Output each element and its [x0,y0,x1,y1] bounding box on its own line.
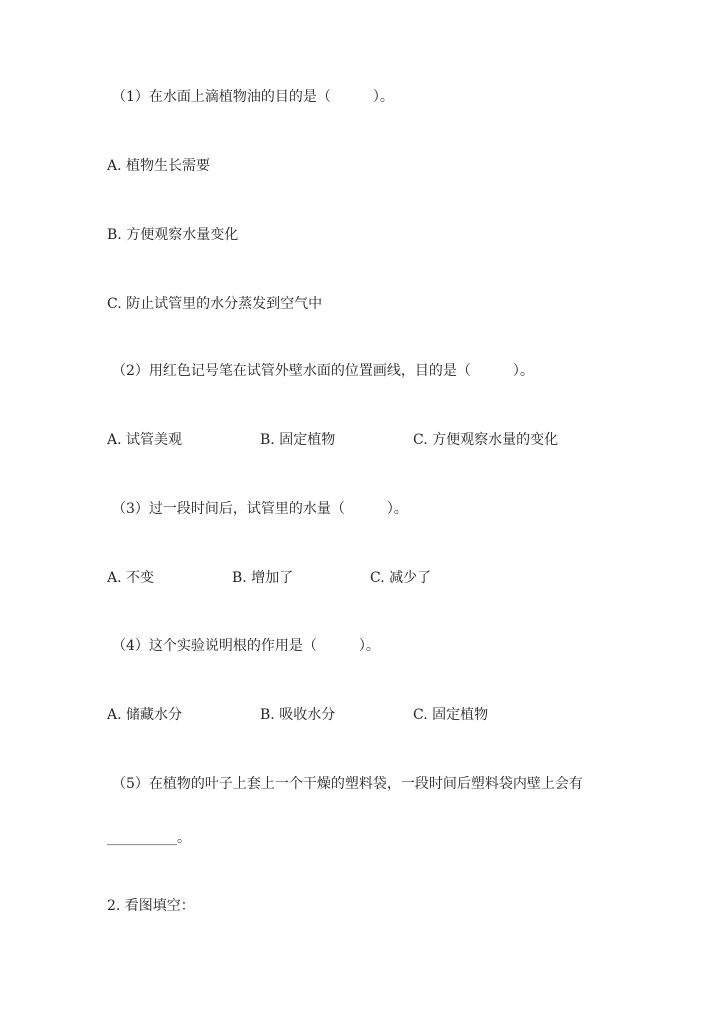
question-1-option-b: B. 方便观察水量变化 [107,227,239,243]
question-4-stem: （4）这个实验说明根的作用是（ ）。 [112,638,380,654]
question-3-stem: （3）过一段时间后，试管里的水量（ ）。 [112,501,408,517]
question-5-stem: （5）在植物的叶子上套上一个干燥的塑料袋，一段时间后塑料袋内壁上会有 [112,776,583,792]
question-1-stem: （1）在水面上滴植物油的目的是（ ）。 [112,89,394,105]
question-4-option-b: B. 吸收水分 [260,707,336,723]
question-2-option-b: B. 固定植物 [260,432,336,448]
question-3-option-b: B. 增加了 [232,570,294,586]
question-1-option-c: C. 防止试管里的水分蒸发到空气中 [107,296,323,312]
question-2-option-c: C. 方便观察水量的变化 [413,432,559,448]
question-3-option-c: C. 减少了 [370,570,432,586]
question-4-option-c: C. 固定植物 [413,707,489,723]
question-5-blank: __________。 [107,830,191,846]
question-2-option-a: A. 试管美观 [107,432,183,448]
question-4-option-a: A. 储藏水分 [107,707,183,723]
section-heading: 2. 看图填空： [107,898,195,914]
question-1-option-a: A. 植物生长需要 [107,158,211,174]
question-3-option-a: A. 不变 [107,570,155,586]
question-2-stem: （2）用红色记号笔在试管外壁水面的位置画线，目的是（ ）。 [112,363,534,379]
